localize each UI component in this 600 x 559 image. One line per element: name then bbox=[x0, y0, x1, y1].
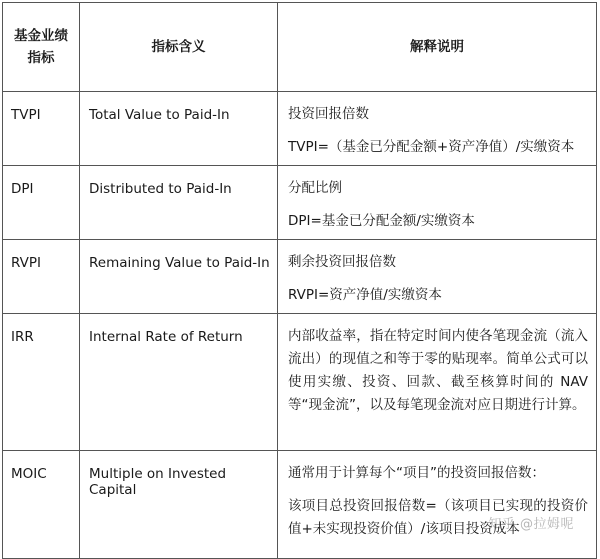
explanation-line: 内部收益率，指在特定时间内使各笔现金流（流入流出）的现值之和等于零的贴现率。简单公式可以使用实缴、投资、回款、截至核算时间的 NAV 等“现金流”，以及每笔现金流对应日期进行计算。 bbox=[288, 328, 588, 413]
explanation-line: 剩余投资回报倍数 bbox=[288, 254, 396, 270]
header-metric bbox=[3, 3, 80, 92]
metric-abbr: MOIC bbox=[3, 451, 80, 559]
header-metric-line2: 指标 bbox=[27, 50, 55, 66]
header-row bbox=[3, 3, 597, 92]
metric-explanation bbox=[278, 451, 597, 559]
explanation-line: 分配比例 bbox=[288, 180, 342, 196]
table-row bbox=[3, 92, 597, 166]
metric-term: Distributed to Paid-In bbox=[80, 166, 278, 240]
metric-abbr: IRR bbox=[3, 314, 80, 451]
table-row bbox=[3, 240, 597, 314]
metric-abbr: TVPI bbox=[3, 92, 80, 166]
fund-metrics-table bbox=[2, 2, 597, 559]
metric-explanation bbox=[278, 166, 597, 240]
explanation-formula: 该项目总投资回报倍数=（该项目已实现的投资价值+未实现投资价值）/该项目投资成本 bbox=[288, 498, 588, 537]
header-meaning: 指标含义 bbox=[80, 3, 278, 92]
metric-term: Multiple on Invested Capital bbox=[80, 451, 278, 559]
metric-term: Internal Rate of Return bbox=[80, 314, 278, 451]
metric-explanation bbox=[278, 92, 597, 166]
table-row bbox=[3, 314, 597, 451]
header-metric-line1: 基金业绩 bbox=[14, 28, 68, 44]
explanation-line: 投资回报倍数 bbox=[288, 106, 369, 122]
explanation-formula: TVPI=（基金已分配金额+资产净值）/实缴资本 bbox=[288, 139, 575, 155]
watermark: 知乎 @拉姆呢 bbox=[488, 517, 574, 532]
table-row bbox=[3, 451, 597, 559]
explanation-formula: RVPI=资产净值/实缴资本 bbox=[288, 287, 442, 303]
metric-explanation bbox=[278, 314, 597, 451]
metric-term: Total Value to Paid-In bbox=[80, 92, 278, 166]
explanation-formula: DPI=基金已分配金额/实缴资本 bbox=[288, 213, 475, 229]
metric-explanation bbox=[278, 240, 597, 314]
table-row bbox=[3, 166, 597, 240]
header-explanation: 解释说明 bbox=[278, 3, 597, 92]
explanation-line: 通常用于计算每个“项目”的投资回报倍数： bbox=[288, 465, 545, 481]
metric-term: Remaining Value to Paid-In bbox=[80, 240, 278, 314]
metric-abbr: RVPI bbox=[3, 240, 80, 314]
metric-abbr: DPI bbox=[3, 166, 80, 240]
